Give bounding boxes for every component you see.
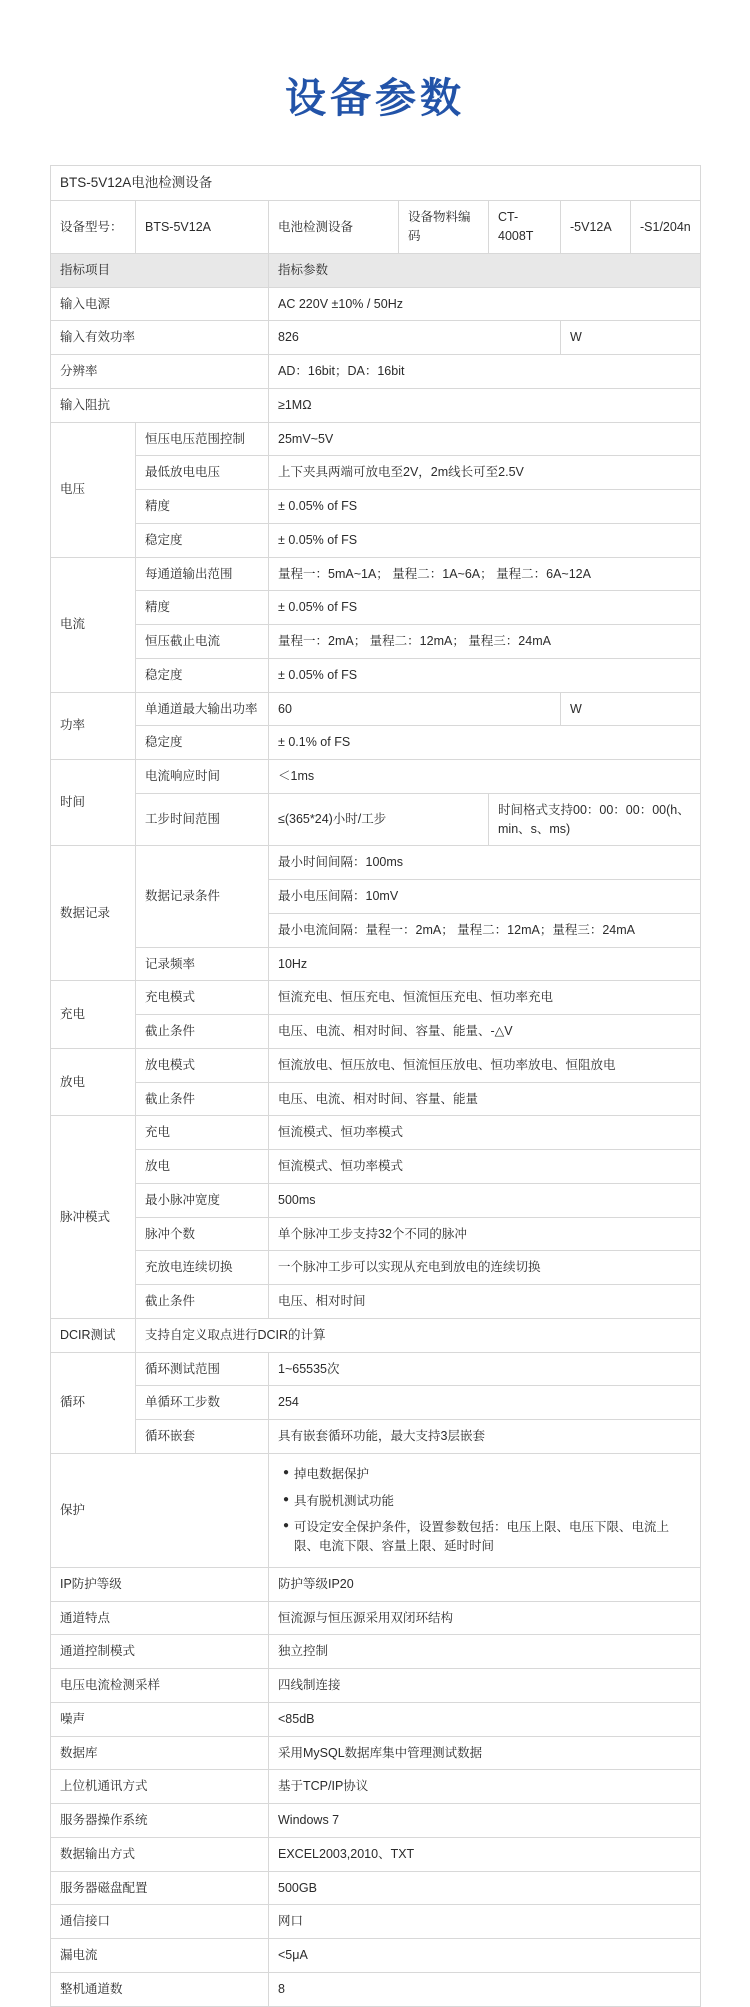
row-value: ≤(365*24)小时/工步 [269,793,489,846]
table-row [51,1251,701,1285]
row-label: 输入电源 [51,287,269,321]
row-sublabel: 截止条件 [136,1285,269,1319]
table-row [51,1702,701,1736]
row-value: 恒流放电、恒压放电、恒流恒压放电、恒功率放电、恒阻放电 [269,1048,701,1082]
row-value: 防护等级IP20 [269,1567,701,1601]
row-value: 网口 [269,1905,701,1939]
row-value: ± 0.05% of FS [269,658,701,692]
table-row [51,1318,701,1352]
row-unit: W [561,321,701,355]
row-value: 最小时间间隔：100ms [269,846,701,880]
row-value: 单个脉冲工步支持32个不同的脉冲 [269,1217,701,1251]
row-value: 最小电流间隔：量程一：2mA； 量程二：12mA；量程三：24mA [269,913,701,947]
model-category: 电池检测设备 [269,201,399,254]
group-label-data-record: 数据记录 [51,846,136,981]
table-row [51,557,701,591]
table-row [51,1420,701,1454]
row-sublabel: 稳定度 [136,523,269,557]
row-label: 电压电流检测采样 [51,1669,269,1703]
row-label: 数据输出方式 [51,1837,269,1871]
table-row [51,947,701,981]
table-row [51,287,701,321]
row-label: 通信接口 [51,1905,269,1939]
table-row [51,1871,701,1905]
row-label: 服务器操作系统 [51,1804,269,1838]
row-value: 1~65535次 [269,1352,701,1386]
row-label: 输入有效功率 [51,321,269,355]
row-value: 最小电压间隔：10mV [269,880,701,914]
row-value: AD：16bit；DA：16bit [269,355,701,389]
row-value: 500GB [269,1871,701,1905]
row-value: 具有嵌套循环功能，最大支持3层嵌套 [269,1420,701,1454]
row-unit: W [561,692,701,726]
group-label-protection: 保护 [51,1453,269,1567]
table-row [51,981,701,1015]
table-row [51,760,701,794]
row-value: ± 0.05% of FS [269,490,701,524]
table-row [51,1352,701,1386]
device-name: BTS-5V12A电池检测设备 [51,166,701,201]
row-value: 四线制连接 [269,1669,701,1703]
row-value: Windows 7 [269,1804,701,1838]
group-label-time: 时间 [51,760,136,846]
group-label-cycle: 循环 [51,1352,136,1453]
list-item [278,1514,691,1560]
row-sublabel: 脉冲个数 [136,1217,269,1251]
group-label-voltage: 电压 [51,422,136,557]
row-value: 826 [269,321,561,355]
row-sublabel: 最低放电电压 [136,456,269,490]
row-sublabel: 充放电连续切换 [136,1251,269,1285]
table-row [51,1669,701,1703]
protection-item-text: 掉电数据保护 [294,1466,370,1481]
table-row [51,1217,701,1251]
bullet-icon: ● [282,1466,290,1478]
table-row [51,1082,701,1116]
protection-list [278,1461,691,1560]
table-row [51,1567,701,1601]
row-value: 电压、电流、相对时间、容量、能量 [269,1082,701,1116]
row-sublabel: 恒压电压范围控制 [136,422,269,456]
row-sublabel: 稳定度 [136,658,269,692]
table-row [51,490,701,524]
table-row [51,456,701,490]
protection-item-text: 可设定安全保护条件，设置参数包括：电压上限、电压下限、电流上限、电流下限、容量上限、延时时间 [294,1520,670,1553]
row-value: 量程一：2mA； 量程二：12mA； 量程三：24mA [269,625,701,659]
group-label-discharge: 放电 [51,1048,136,1116]
row-value: AC 220V ±10% / 50Hz [269,287,701,321]
row-value: ± 0.05% of FS [269,523,701,557]
row-label: 噪声 [51,1702,269,1736]
table-row [51,846,701,880]
table-row [51,1939,701,1973]
model-row [51,201,701,254]
row-label: 通道特点 [51,1601,269,1635]
row-label: IP防护等级 [51,1567,269,1601]
column-header-row [51,253,701,287]
row-value: 量程一：5mA~1A； 量程二：1A~6A； 量程二：6A~12A [269,557,701,591]
table-row [51,1386,701,1420]
row-value: ± 0.1% of FS [269,726,701,760]
table-row [51,1601,701,1635]
row-label: 输入阻抗 [51,388,269,422]
group-label-pulse-mode: 脉冲模式 [51,1116,136,1319]
row-value: 基于TCP/IP协议 [269,1770,701,1804]
row-sublabel: 充电 [136,1116,269,1150]
row-value: 254 [269,1386,701,1420]
col-header-item: 指标项目 [51,253,269,287]
row-value: ≥1MΩ [269,388,701,422]
table-row [51,1635,701,1669]
table-row [51,1183,701,1217]
table-row [51,1116,701,1150]
row-sublabel: 循环测试范围 [136,1352,269,1386]
protection-item-text: 具有脱机测试功能 [294,1493,395,1508]
row-sublabel: 单循环工步数 [136,1386,269,1420]
row-sublabel: 截止条件 [136,1015,269,1049]
row-sublabel: 精度 [136,591,269,625]
row-value: 电压、相对时间 [269,1285,701,1319]
table-row [51,523,701,557]
table-row [51,1285,701,1319]
row-value: <5μA [269,1939,701,1973]
row-value: 8 [269,1972,701,2006]
group-label-charge: 充电 [51,981,136,1049]
table-row [51,658,701,692]
row-value: 上下夹具两端可放电至2V，2m线长可至2.5V [269,456,701,490]
row-value: 恒流源与恒压源采用双闭环结构 [269,1601,701,1635]
row-label: 上位机通讯方式 [51,1770,269,1804]
table-row [51,1015,701,1049]
row-value-extra: 时间格式支持00：00：00：00(h、min、s、ms) [489,793,701,846]
row-value: ± 0.05% of FS [269,591,701,625]
row-value: 10Hz [269,947,701,981]
table-row [51,1150,701,1184]
table-row [51,1736,701,1770]
table-header-row [51,166,701,201]
table-row [51,726,701,760]
table-row [51,1972,701,2006]
page-title: 设备参数 [285,75,465,121]
bullet-icon: ● [282,1520,290,1532]
row-value: 电压、电流、相对时间、容量、能量、-△V [269,1015,701,1049]
row-sublabel: 恒压截止电流 [136,625,269,659]
row-value: 一个脉冲工步可以实现从充电到放电的连续切换 [269,1251,701,1285]
row-value: 恒流充电、恒压充电、恒流恒压充电、恒功率充电 [269,981,701,1015]
material-code-label: 设备物料编码 [399,201,489,254]
table-row [51,1770,701,1804]
row-label: 分辨率 [51,355,269,389]
row-label: 通道控制模式 [51,1635,269,1669]
row-label: 数据库 [51,1736,269,1770]
list-item [278,1488,691,1515]
row-value: ＜1ms [269,760,701,794]
row-value: 支持自定义取点进行DCIR的计算 [136,1318,701,1352]
table-row [51,1453,701,1567]
row-sublabel: 稳定度 [136,726,269,760]
model-value: BTS-5V12A [136,201,269,254]
col-header-param: 指标参数 [269,253,701,287]
bullet-icon: ● [282,1493,290,1505]
spec-table [50,165,701,2007]
row-value: 恒流模式、恒功率模式 [269,1116,701,1150]
row-sublabel: 每通道输出范围 [136,557,269,591]
table-row [51,1905,701,1939]
row-value: 恒流模式、恒功率模式 [269,1150,701,1184]
row-label-dcir: DCIR测试 [51,1318,136,1352]
table-row [51,1804,701,1838]
row-value: 独立控制 [269,1635,701,1669]
group-label-current: 电流 [51,557,136,692]
row-sublabel: 放电 [136,1150,269,1184]
row-sublabel: 数据记录条件 [136,846,269,947]
row-label: 漏电流 [51,1939,269,1973]
material-code: CT-4008T [489,201,561,254]
row-label: 整机通道数 [51,1972,269,2006]
row-value: EXCEL2003,2010、TXT [269,1837,701,1871]
row-value: <85dB [269,1702,701,1736]
row-sublabel: 充电模式 [136,981,269,1015]
table-row [51,793,701,846]
protection-list-cell [269,1453,701,1567]
row-sublabel: 单通道最大输出功率 [136,692,269,726]
table-row [51,625,701,659]
row-sublabel: 工步时间范围 [136,793,269,846]
row-label: 服务器磁盘配置 [51,1871,269,1905]
material-code-3: -S1/204n [631,201,701,254]
row-value: 60 [269,692,561,726]
material-code-2: -5V12A [561,201,631,254]
group-label-power: 功率 [51,692,136,760]
row-sublabel: 电流响应时间 [136,760,269,794]
table-row [51,422,701,456]
row-value: 采用MySQL数据库集中管理测试数据 [269,1736,701,1770]
table-row [51,1048,701,1082]
row-sublabel: 放电模式 [136,1048,269,1082]
model-label: 设备型号： [51,201,136,254]
table-row [51,355,701,389]
table-row [51,591,701,625]
list-item [278,1461,691,1488]
row-sublabel: 循环嵌套 [136,1420,269,1454]
row-value: 500ms [269,1183,701,1217]
row-sublabel: 截止条件 [136,1082,269,1116]
table-row [51,388,701,422]
table-row [51,1837,701,1871]
row-sublabel: 精度 [136,490,269,524]
table-row [51,692,701,726]
table-row [51,321,701,355]
row-sublabel: 记录频率 [136,947,269,981]
row-sublabel: 最小脉冲宽度 [136,1183,269,1217]
row-value: 25mV~5V [269,422,701,456]
